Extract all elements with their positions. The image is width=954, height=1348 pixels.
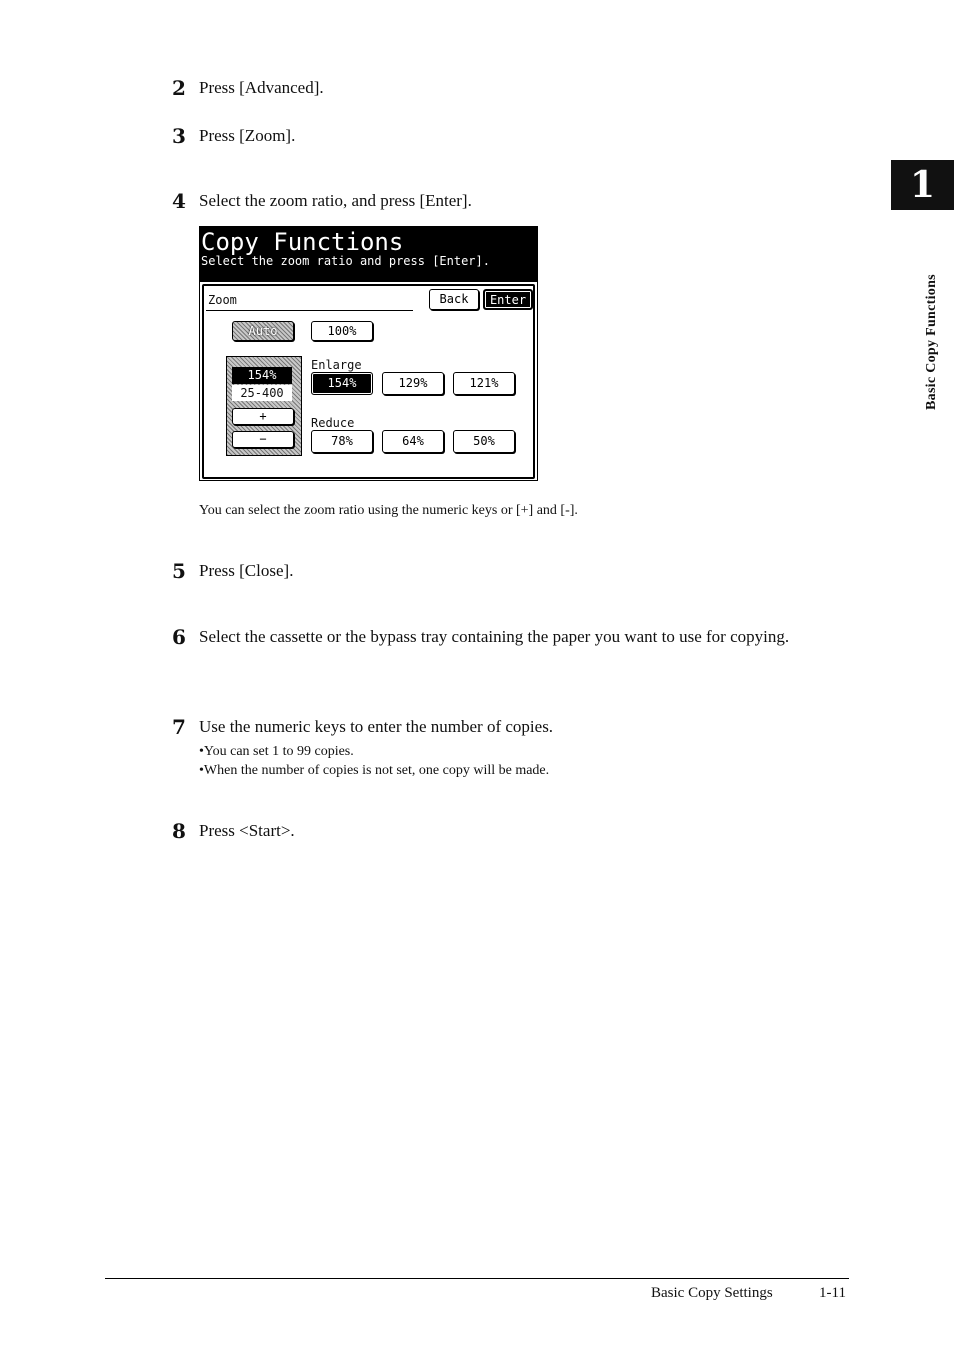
plus-button[interactable]: +	[232, 408, 294, 425]
bullet-item: •You can set 1 to 99 copies.	[199, 744, 354, 759]
step-text: Use the numeric keys to enter the number of copies.	[199, 717, 554, 736]
step-number: 2	[172, 76, 186, 100]
step4-note: You can select the zoom ratio using the numeric keys or [+] and [-].	[199, 503, 578, 518]
step-text: Press [Zoom].	[199, 126, 296, 145]
side-chapter-title: Basic Copy Functions	[924, 274, 939, 410]
footer-section-title: Basic Copy Settings	[651, 1285, 773, 1301]
step-text: Select the cassette or the bypass tray containing the paper you want to use for copying.	[199, 627, 790, 646]
screen-header	[200, 227, 537, 282]
reduce-78-button[interactable]: 78%	[311, 430, 373, 453]
step-number: 6	[172, 625, 186, 649]
step-text: Press [Advanced].	[199, 78, 324, 97]
enlarge-121-button[interactable]: 121%	[453, 372, 515, 395]
step-text: Press [Close].	[199, 561, 294, 580]
step-text: Press <Start>.	[199, 821, 295, 840]
reduce-64-button[interactable]: 64%	[382, 430, 444, 453]
footer-page-number: 1-11	[819, 1285, 846, 1301]
enlarge-129-button[interactable]: 129%	[382, 372, 444, 395]
reduce-50-button[interactable]: 50%	[453, 430, 515, 453]
reduce-label: Reduce	[311, 416, 355, 430]
zoom-field-label: Zoom	[208, 293, 237, 307]
minus-button[interactable]: −	[232, 431, 294, 448]
ratio-range: 25-400	[232, 385, 292, 401]
step-number: 5	[172, 559, 186, 583]
step-number: 7	[172, 715, 186, 739]
auto-button[interactable]: Auto	[232, 321, 294, 341]
copy-functions-screen	[199, 226, 538, 481]
chapter-tab: 1	[891, 160, 954, 210]
bullet-text: You can set 1 to 99 copies.	[203, 744, 354, 759]
step-text: Select the zoom ratio, and press [Enter].	[199, 191, 472, 210]
step-number: 3	[172, 124, 186, 148]
screen-subtitle: Select the zoom ratio and press [Enter].	[201, 254, 490, 268]
ratio-value-display: 154%	[232, 367, 292, 384]
zoom-field	[206, 290, 413, 311]
enlarge-154-button[interactable]: 154%	[311, 372, 373, 395]
enlarge-label: Enlarge	[311, 358, 362, 372]
enter-button[interactable]: Enter	[483, 289, 533, 310]
zoom-panel	[202, 284, 535, 479]
step-number: 4	[172, 189, 186, 213]
ratio-100-button[interactable]: 100%	[311, 321, 373, 341]
back-button[interactable]: Back	[429, 289, 479, 310]
bullet-text: When the number of copies is not set, one copy will be made.	[203, 763, 550, 778]
step-number: 8	[172, 819, 186, 843]
screen-title: Copy Functions	[201, 228, 404, 256]
footer-rule	[105, 1278, 849, 1279]
bullet-item: •When the number of copies is not set, one copy will be made.	[199, 763, 550, 778]
ratio-entry-block	[226, 356, 302, 456]
